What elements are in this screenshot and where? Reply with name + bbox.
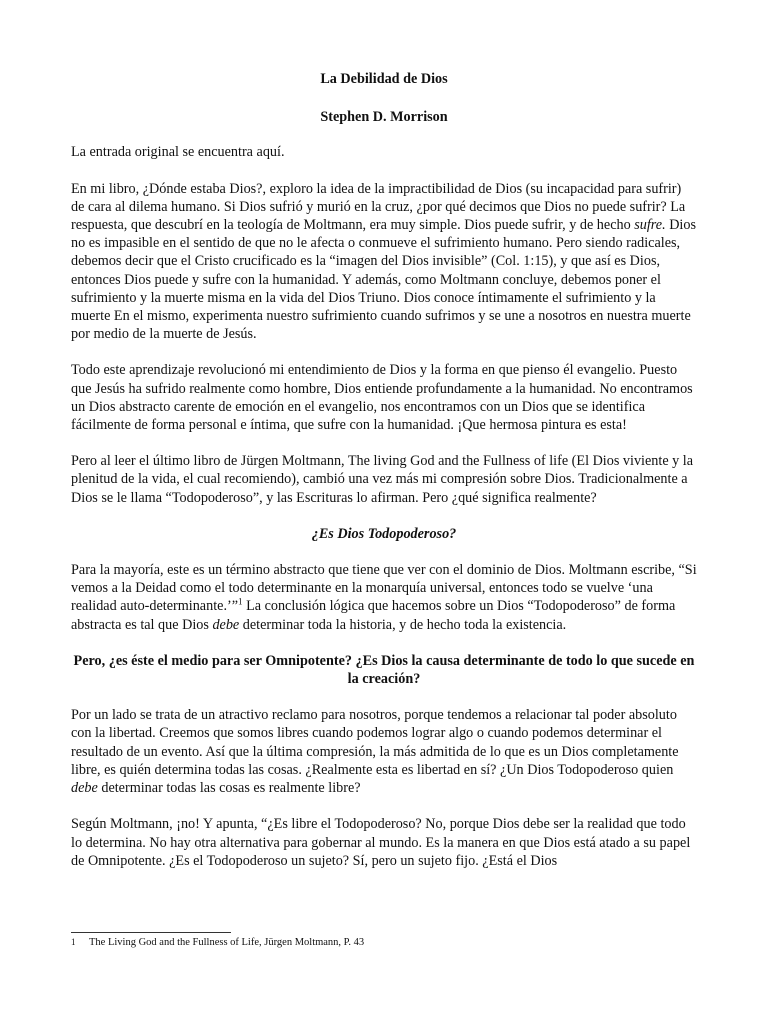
paragraph-5-emphasis: debe: [71, 780, 98, 797]
paragraph-1-text-b: Dios no es impasible en el sentido de que no le afecta o conmueve el sufrimiento humano. Pero siendo radicales, debemos decir que el Cristo crucificado es la “imagen del Dios invisible” (Col. 1:15), y que así es Dios, entonces Dios puede y sufre con la humanidad. Y además, como Moltmann concluye, debemos poner el sufrimiento y la muerte misma en la vida del Dios Triuno. Dios conoce íntimamente el sufrimiento y la muerte En el mismo, experimenta nuestro sufrimiento cuando sufrimos y se une a nosotros en nuestra muerte por medio de la muerte de Jesús.: [71, 217, 696, 343]
paragraph-1-emphasis: sufre.: [634, 217, 666, 234]
paragraph-4-emphasis: debe: [212, 616, 240, 633]
paragraph-6: Según Moltmann, ¡no! Y apunta, “¿Es libre el Todopoderoso? No, porque Dios debe ser la realidad que todo lo determina. No hay otra alternativa para gobernar al mundo. Es la manera en que Dios está atado a su papel de Omnipotente. ¿Es el Todopoderoso un sujeto? Sí, pero un sujeto fijo. ¿Está el Dios: [71, 816, 691, 869]
paragraph-1: [71, 180, 697, 344]
paragraph-2: Todo este aprendizaje revolucionó mi entendimiento de Dios y la forma en que pienso él evangelio. Puesto que Jesús ha sufrido realmente como hombre, Dios entiende profundamente a la humanidad. No encontramos un Dios abstracto carente de emoción en el evangelio, nos encontramos con un Dios que se identifica fácilmente de forma personal e íntima, que sufre con la humanidad. ¡Que hermosa pintura es esta!: [71, 362, 693, 434]
paragraph-4: [71, 561, 697, 634]
paragraph-4-text-c: determinar toda la historia, y de hecho toda la existencia.: [239, 616, 567, 633]
document-body: [71, 70, 697, 888]
section-subheading: ¿Es Dios Todopoderoso?: [311, 525, 457, 542]
document-title: La Debilidad de Dios: [320, 71, 448, 87]
question-heading: Pero, ¿es éste el medio para ser Omnipotente? ¿Es Dios la causa determinante de todo lo que sucede en la creación?: [73, 652, 695, 688]
document-author: Stephen D. Morrison: [320, 109, 448, 126]
paragraph-5: [71, 706, 697, 797]
paragraph-5-text-b: determinar todas las cosas es realmente libre?: [97, 780, 361, 797]
paragraph-1-text-a: En mi libro, ¿Dónde estaba Dios?, exploro la idea de la impractibilidad de Dios (su incapacidad para sufrir) de cara al dilema humano. Si Dios sufrió y murió en la cruz, ¿por qué decimos que Dios no puede sufrir? La respuesta, que descubrí en la teología de Moltmann, era muy simple. Dios puede sufrir, y de hecho: [71, 180, 686, 234]
footnote-reference[interactable]: 1: [238, 596, 243, 607]
footnote-text: The Living God and the Fullness of Life, Jürgen Moltmann, P. 43: [89, 937, 365, 948]
footnote-divider: [71, 932, 231, 933]
intro-paragraph: La entrada original se encuentra aquí.: [71, 144, 285, 161]
paragraph-4-text-a: Para la mayoría, este es un término abstracto que tiene que ver con el dominio de Dios. Moltmann escribe, “Si vemos a la Deidad como el todo determinante en la monarquía universal, entonces todo se vuelve ‘una realidad auto-determinante.’”: [71, 562, 697, 615]
paragraph-4-text-b: La conclusión lógica que hacemos sobre un Dios “Todopoderoso” de forma abstracta es tal que Dios: [71, 598, 676, 633]
footnote: [71, 936, 691, 949]
footnote-number: 1: [71, 937, 76, 947]
paragraph-5-text-a: Por un lado se trata de un atractivo reclamo para nosotros, porque tendemos a relacionar tal poder absoluto con la libertad. Creemos que somos libres cuando podemos lograr algo o cuando podemos determinar el resultado de un evento. Así que la última compresión, la más admitida de lo que es un Dios completamente libre, es quién determina todas las cosas. ¿Realmente esta es libertad en sí? ¿Un Dios Todopoderoso quien: [71, 707, 679, 778]
paragraph-3: Pero al leer el último libro de Jürgen Moltmann, The living God and the Fullness of life (El Dios viviente y la plenitud de la vida, el cual recomiendo), cambió una vez más mi compresión sobre Dios. Tradicionalmente a Dios se le llama “Todopoderoso”, y las Escrituras lo afirman. Pero ¿qué significa realmente?: [71, 453, 694, 506]
